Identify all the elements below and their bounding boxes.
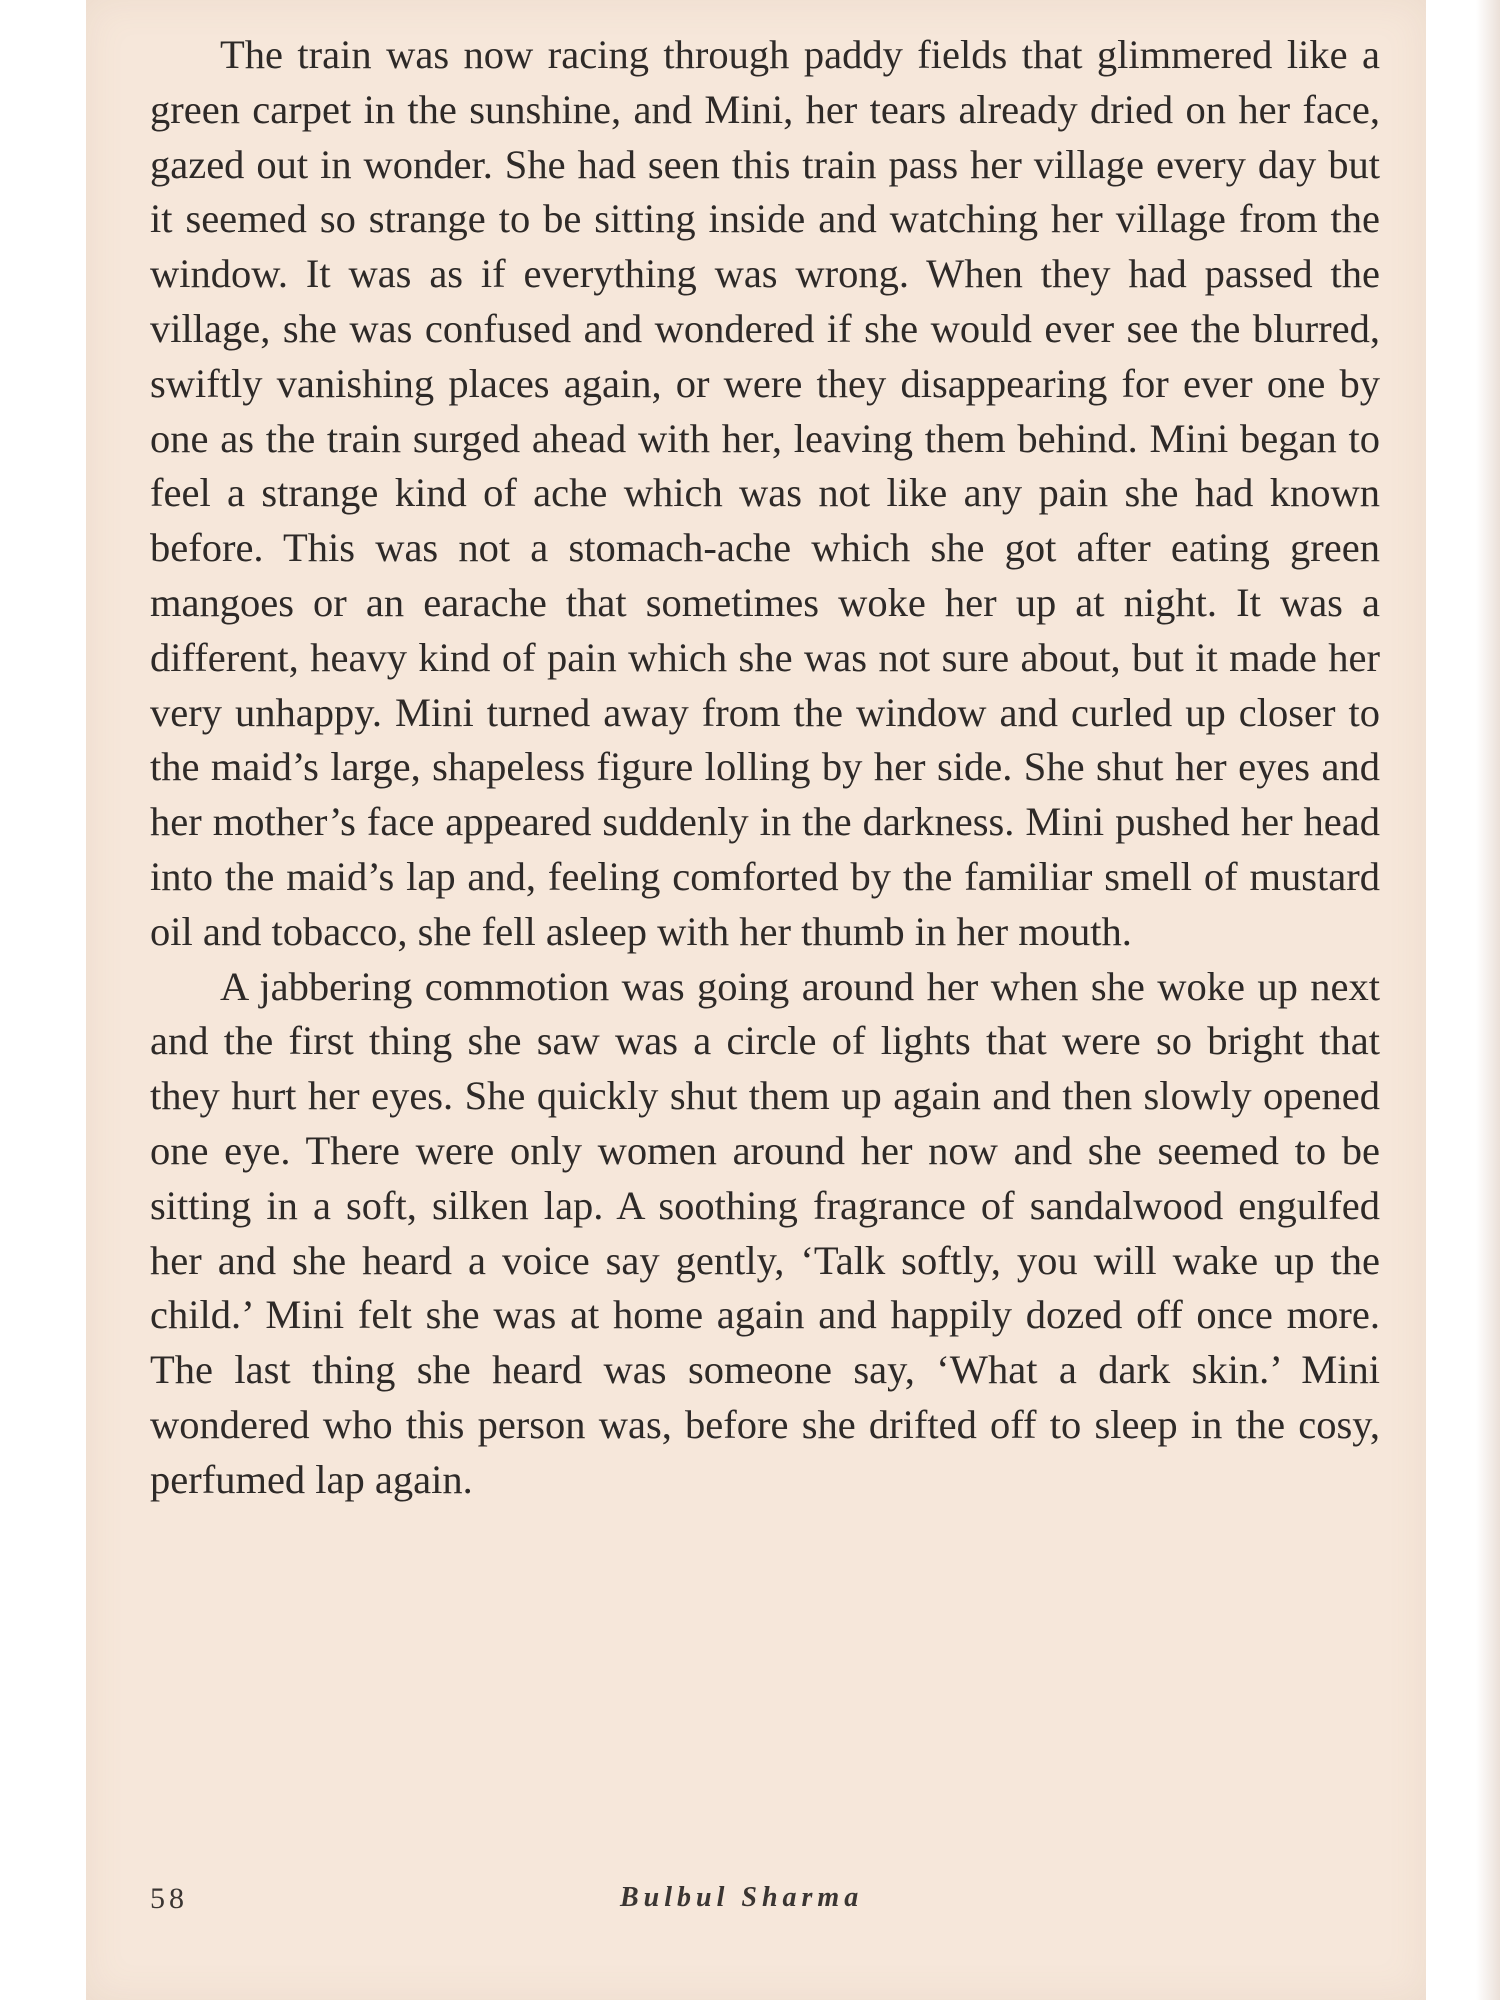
- paragraph-1: The train was now racing through paddy fields that glimmered like a green carpet in the sunshine, and Mini, her tears already dried on her face, gazed out in wonder. She had seen this train pass her village every day but it seemed so strange to be sitting inside and watching her village from the window. It was as if everything was wrong. When they had passed the village, she was confused and wondered if she would ever see the blurred, swiftly vanishing places again, or were they disappearing for ever one by one as the train surged ahead with her, leaving them behind. Mini began to feel a strange kind of ache which was not like any pain she had known before. This was not a stomach-ache which she got after eating green mangoes or an earache that sometimes woke her up at night. It was a different, heavy kind of pain which she was not sure about, but it made her very unhappy. Mini turned away from the window and curled up closer to the maid’s large, shapeless figure lolling by her side. She shut her eyes and her mother’s face appeared suddenly in the darkness. Mini pushed her head into the maid’s lap and, feeling comforted by the familiar smell of mustard oil and tobacco, she fell asleep with her thumb in her mouth.: [150, 32, 1380, 954]
- body-text: [150, 28, 1380, 1508]
- spine-shadow: [1476, 0, 1500, 2000]
- page-number: 58: [150, 1882, 188, 1915]
- paragraph-2: A jabbering commotion was going around her when she woke up next and the first thing she saw was a circle of lights that were so bright that they hurt her eyes. She quickly shut them up again and then slowly opened one eye. There were only women around her now and she seemed to be sitting in a soft, silken lap. A soothing fragrance of sandalwood engulfed her and she heard a voice say gently, ‘Talk softly, you will wake up the child.’ Mini felt she was at home again and happily dozed off once more. The last thing she heard was someone say, ‘What a dark skin.’ Mini wondered who this person was, before she drifted off to sleep in the cosy, perfumed lap again.: [150, 963, 1380, 1502]
- page-footer: [150, 1882, 1380, 1922]
- running-footer-author: Bulbul Sharma: [620, 1882, 864, 1913]
